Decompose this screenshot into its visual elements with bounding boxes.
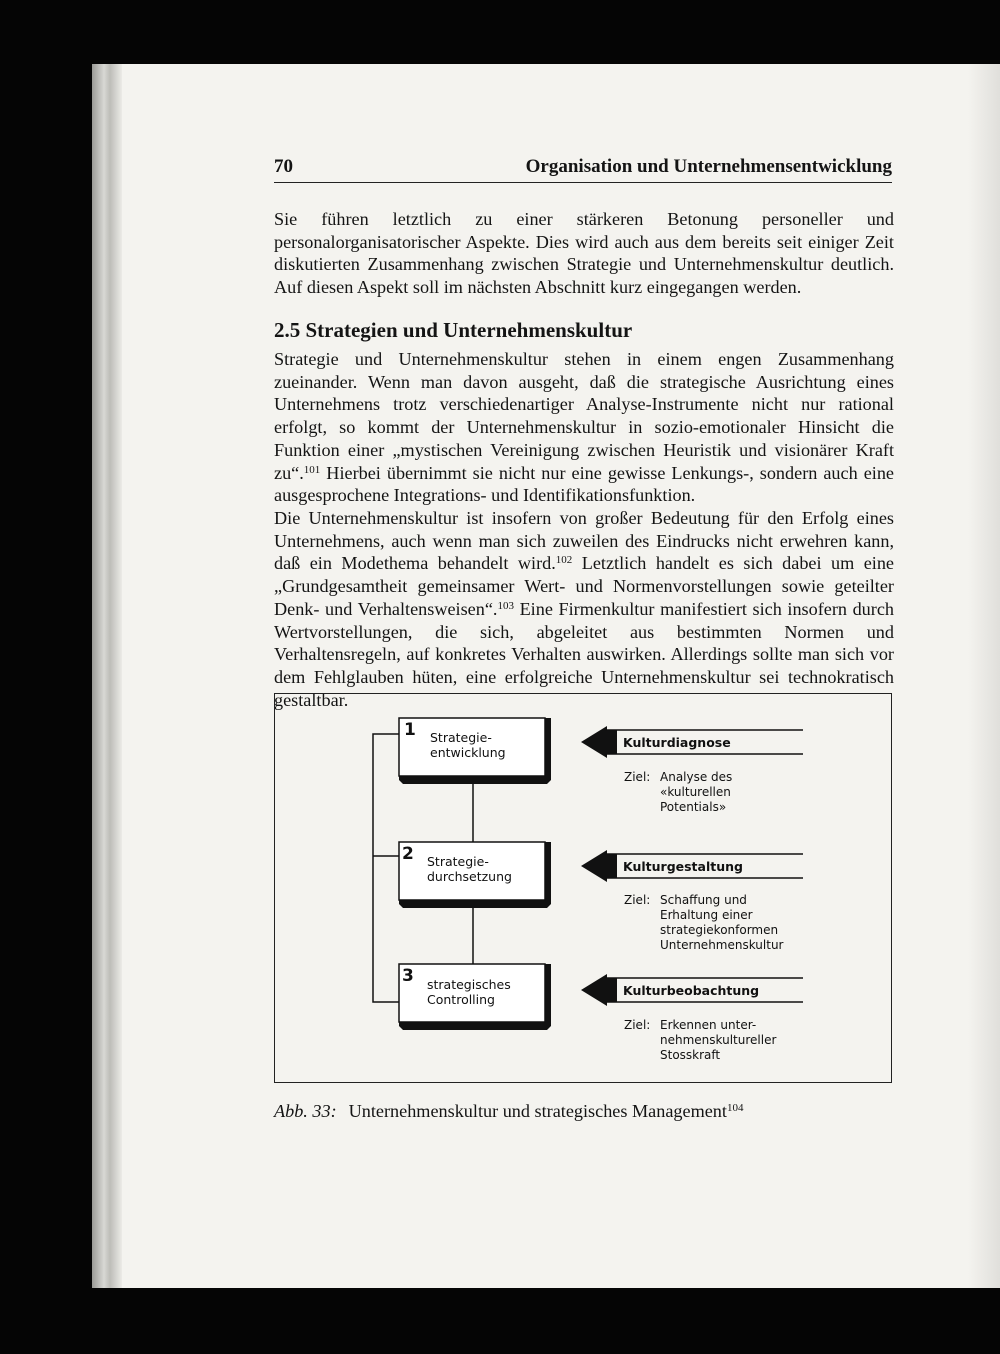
- footnote-104: 104: [726, 1102, 744, 1114]
- culture-2-title: Kulturgestaltung: [623, 859, 743, 874]
- page-stack-edge: [92, 64, 122, 1288]
- page-header: [274, 154, 892, 183]
- paragraph-3-text-a: Die Unternehmenskultur ist insofern von großer Bedeutung für den Erfolg eines Unternehmens, auch wenn man sich zuweilen des Eindrucks nicht erwehren kann, daß ein Modethema behandelt wird.: [274, 508, 894, 574]
- page-right-shadow: [968, 64, 1000, 1288]
- step-2-number: 2: [402, 844, 414, 864]
- culture-3-title: Kulturbeobachtung: [623, 983, 760, 998]
- footnote-103: 103: [497, 599, 514, 612]
- paragraph-2: [274, 348, 894, 507]
- culture-1-title: Kulturdiagnose: [623, 735, 731, 750]
- bracket-connector: [373, 734, 399, 1002]
- paragraph-3-text-c: Eine Firmenkultur manifestiert sich insofern durch Wertvorstellungen, die sich, abgeleitet aus bestimmten Normen und Verhaltensregeln, auf konkretes Verhalten auswirken. Allerdings sollte man sich vor dem Fehlglauben hüten, eine erfolgreiche Unternehmenskultur sei technokratisch gestaltbar.: [274, 598, 895, 710]
- section-heading: 2.5 Strategien und Unternehmenskultur: [274, 318, 633, 342]
- figure-caption: [274, 1101, 743, 1122]
- culture-1-ziel: Analyse des «kulturellen Potentials»: [660, 770, 733, 814]
- step-1-label: Strategie- entwicklung: [430, 730, 506, 760]
- step-1-number: 1: [404, 720, 416, 740]
- paragraph-1: Sie führen letztlich zu einer stärkeren Betonung personeller und personalorganisatorischer Aspekte. Dies wird auch aus dem bereits seit einiger Zeit diskutierten Zusammenhang zwischen Strategie und Unternehmenskultur deutlich. Auf diesen Aspekt soll im nächsten Abschnitt kurz eingegangen werden.: [274, 209, 894, 298]
- step-3-label: strategisches Controlling: [427, 977, 511, 1007]
- footnote-101: 101: [303, 463, 321, 476]
- footnote-102: 102: [555, 554, 573, 567]
- paragraph-3: [274, 507, 894, 711]
- caption-text: Unternehmenskultur und strategisches Management: [348, 1101, 727, 1121]
- culture-2-ziel: Schaffung und Erhaltung einer strategiekonformen Unternehmenskultur: [660, 893, 784, 952]
- caption-label: Abb. 33:: [274, 1101, 337, 1121]
- step-2-label: Strategie- durchsetzung: [427, 854, 512, 884]
- running-title: Organisation und Unternehmensentwicklung: [525, 156, 892, 177]
- paragraph-2-text-a: Strategie und Unternehmenskultur stehen in einem engen Zusammenhang zueinander. Wenn man davon ausgeht, daß die strategische Ausrichtung eines Unternehmens trotz verschiedenartiger Analyse-Instrumente nicht nur rational erfolgt, so kommt der Unternehmenskultur in sozio-emotionaler Hinsicht die Funktion einer „mystischen Vereinigung zwischen Heuristik und visionärer Kraft zu“.: [274, 349, 894, 483]
- paragraph-3-text-b: Letztlich handelt es sich dabei um eine „Grundgesamtheit gemeinsamer Wert- und Normenvorstellungen sowie geteilter Denk- und Verhaltensweisen“.: [274, 553, 894, 619]
- page-number: 70: [274, 156, 293, 177]
- figure-diagram: [275, 694, 893, 1084]
- paragraph-2-text-b: Hierbei übernimmt sie nicht nur eine gewisse Lenkungs-, sondern auch eine ausgesprochene Integrations- und Identifikationsfunktion.: [274, 462, 894, 506]
- culture-1-ziel-label: Ziel:: [624, 770, 651, 784]
- culture-3-ziel: Erkennen unter- nehmenskultureller Stosskraft: [660, 1018, 777, 1062]
- culture-3-ziel-label: Ziel:: [624, 1018, 651, 1032]
- step-3-number: 3: [402, 966, 414, 986]
- figure-33: [274, 693, 892, 1083]
- culture-2-ziel-label: Ziel:: [624, 893, 651, 907]
